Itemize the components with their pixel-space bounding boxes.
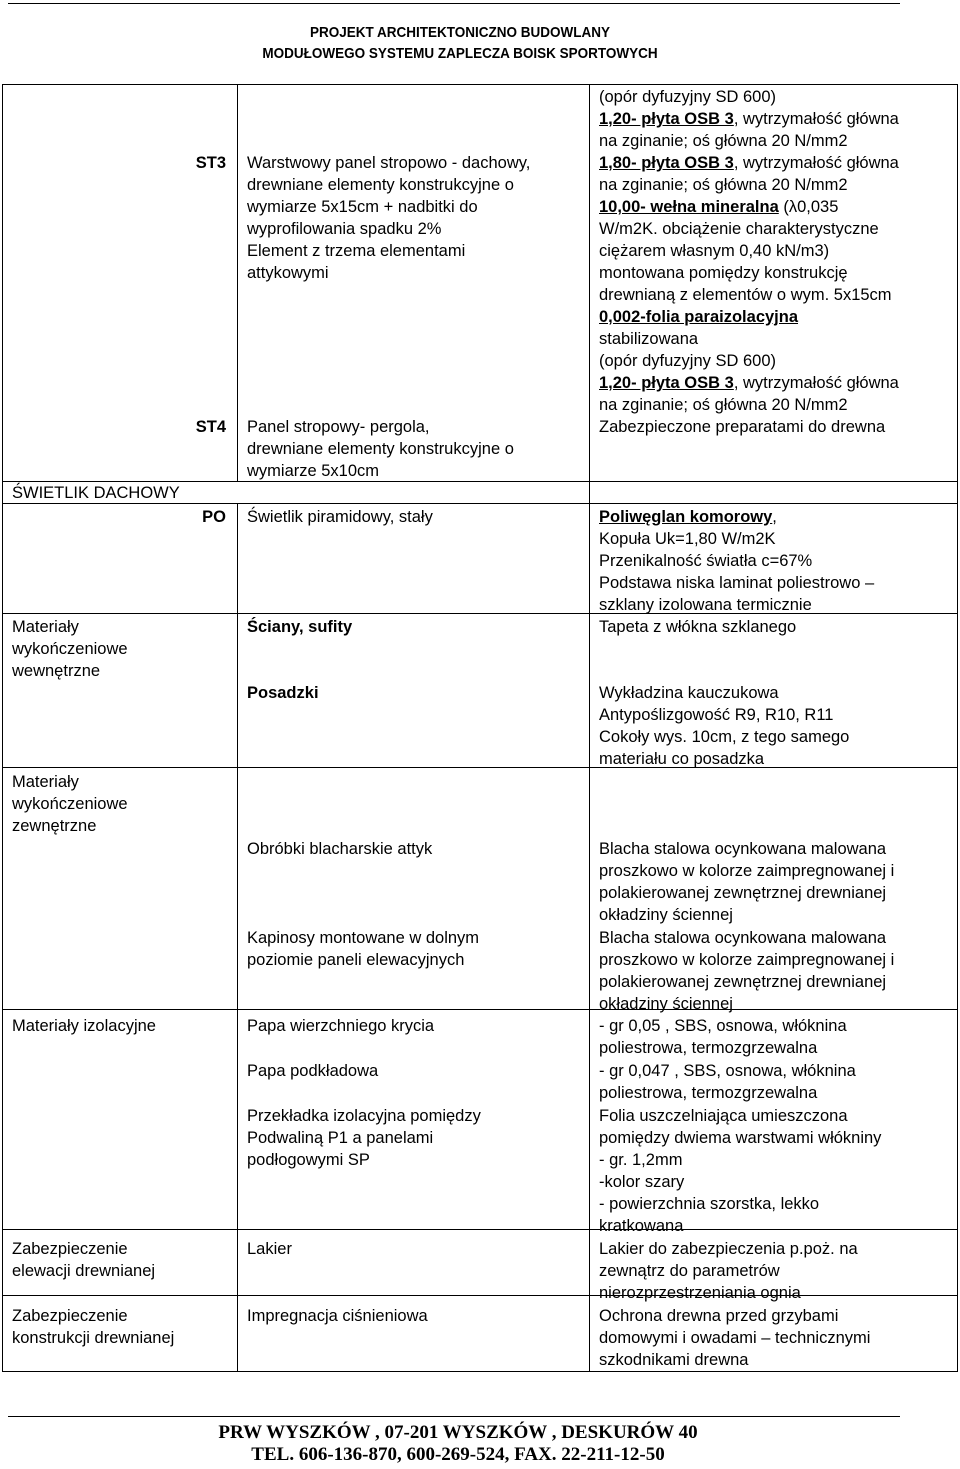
footer-rule: [8, 1416, 900, 1417]
category-facade-protection: Zabezpieczenie elewacji drewnianej: [12, 1240, 156, 1280]
varnish-element: Lakier: [247, 1240, 292, 1258]
category-insulation: Materiały izolacyjne: [12, 1017, 156, 1035]
varnish-specification: Lakier do zabezpieczenia p.poż. na zewnątrz do parametrów nierozprzestrzeniania ognia: [599, 1240, 858, 1302]
insulating-gasket-element: Przekładka izolacyjna pomiędzy Podwaliną P1 a panelami podłogowymi SP: [247, 1107, 481, 1169]
drip-edge-element: Kapinosy montowane w dolnym poziomie paneli elewacyjnych: [247, 929, 480, 969]
section-skylight: ŚWIETLIK DACHOWY: [12, 484, 180, 502]
top-roofing-felt-element: Papa wierzchniego krycia: [247, 1017, 435, 1035]
header-rule: [8, 3, 900, 4]
document-title-line1: PROJEKT ARCHITEKTONICZNO BUDOWLANY: [309, 24, 611, 41]
document-title-line2: MODUŁOWEGO SYSTEMU ZAPLECZA BOISK SPORTOWYCH: [262, 45, 658, 62]
attic-flashing-element: Obróbki blacharskie attyk: [247, 840, 433, 858]
footer-address: PRW WYSZKÓW , 07-201 WYSZKÓW , DESKURÓW 40: [218, 1422, 698, 1443]
st3-description: Warstwowy panel stropowo - dachowy, drewniane elementy konstrukcyjne o wymiarze 5x15cm + nadbitki do wyprofilowania spadku 2% Element z trzema elementami attykowymi: [247, 154, 531, 282]
po-description: Świetlik piramidowy, stały: [247, 508, 433, 526]
column-divider: [589, 85, 590, 1372]
st3-specification: (opór dyfuzyjny SD 600) 1,20- płyta OSB 3, wytrzymałość główna na zginanie; oś główna 20 N/mm2 1,80- płyta OSB 3, wytrzymałość główna na zginanie; oś główna 20 N/mm2 10,00- wełna mineralna (λ0,035 W/m2K. obciążenie charakterystyczne ciężarem własnym 0,40 kN/m3) montowana pomiędzy konstrukcję drewnianą z elementów o wym. 5x15cm 0,002-folia paraizolacyjna stabilizowana (opór dyfuzyjny SD 600) 1,20- płyta OSB 3, wytrzymałość główna na zginanie; oś główna 20 N/mm2: [599, 88, 899, 414]
pressure-impregnation-element: Impregnacja ciśnieniowa: [247, 1307, 428, 1325]
footer-contact: TEL. 606-136-870, 600-269-524, FAX. 22-211-12-50: [251, 1444, 665, 1465]
top-roofing-felt-specification: - gr 0,05 , SBS, osnowa, włóknina poliestrowa, termozgrzewalna: [599, 1017, 847, 1057]
st4-description: Panel stropowy- pergola, drewniane elementy konstrukcyjne o wymiarze 5x10cm: [247, 418, 514, 480]
pressure-impregnation-specification: Ochrona drewna przed grzybami domowymi i owadami – technicznymi szkodnikami drewna: [599, 1307, 871, 1369]
floors-specification: Wykładzina kauczukowa Antypoślizgowość R9, R10, R11 Cokoły wys. 10cm, z tego samego materiału co posadzka: [599, 684, 850, 768]
category-interior-finishing: Materiały wykończeniowe wewnętrzne: [12, 618, 128, 680]
category-structure-protection: Zabezpieczenie konstrukcji drewnianej: [12, 1307, 175, 1347]
column-divider: [237, 85, 238, 481]
underlay-felt-element: Papa podkładowa: [247, 1062, 379, 1080]
po-specification: Poliwęglan komorowy, Kopuła Uk=1,80 W/m2K Przenikalność światła c=67% Podstawa niska laminat poliestrowo – szklany izolowana termicznie: [599, 508, 875, 614]
walls-element: Ściany, sufity: [247, 618, 353, 636]
column-divider: [237, 503, 238, 1372]
floors-element: Posadzki: [247, 684, 319, 702]
insulating-gasket-specification: Folia uszczelniająca umieszczona pomiędzy dwiema warstwami włókniny - gr. 1,2mm -kolor szary - powierzchnia szorstka, lekko kratkowana: [599, 1107, 882, 1235]
code-st3: ST3: [195, 154, 226, 172]
walls-specification: Tapeta z włókna szklanego: [599, 618, 797, 636]
underlay-felt-specification: - gr 0,047 , SBS, osnowa, włóknina poliestrowa, termozgrzewalna: [599, 1062, 856, 1102]
category-exterior-finishing: Materiały wykończeniowe zewnętrzne: [12, 773, 128, 835]
code-po: PO: [202, 508, 226, 526]
attic-flashing-specification: Blacha stalowa ocynkowana malowana proszkowo w kolorze zaimpregnowanej i polakierowanej zewnętrznej drewnianej okładziny ściennej: [599, 840, 895, 924]
st4-specification: Zabezpieczone preparatami do drewna: [599, 418, 886, 436]
drip-edge-specification: Blacha stalowa ocynkowana malowana proszkowo w kolorze zaimpregnowanej i polakierowanej zewnętrznej drewnianej okładziny ściennej: [599, 929, 895, 1013]
code-st4: ST4: [195, 418, 226, 436]
